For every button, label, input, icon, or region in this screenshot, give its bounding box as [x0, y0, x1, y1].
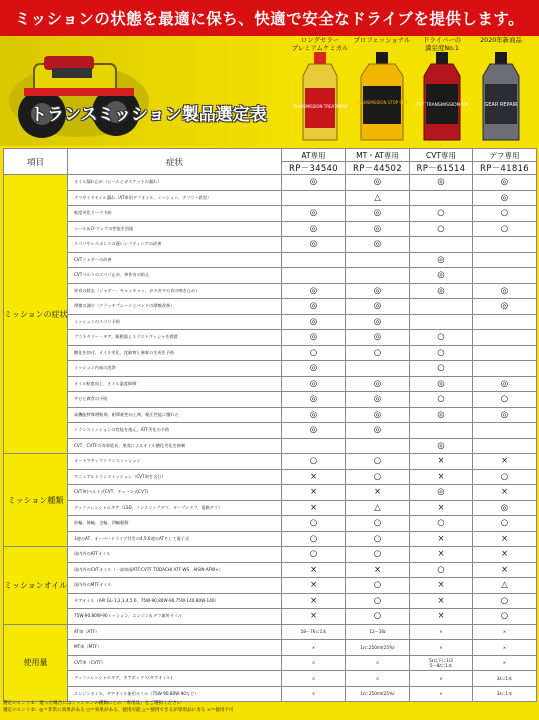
rating-cell: ◎ — [473, 376, 537, 392]
symptom-cell: 前輪、後輪、全輪、四輪駆動 — [68, 516, 282, 532]
selection-notes — [3, 701, 536, 715]
symptom-cell: 国内外のCVTオイル（一部車両ATF:CVTF TODACHI ATF WS、AISIN AFW+） — [68, 562, 282, 578]
rating-cell: ○ — [282, 345, 346, 361]
rating-cell: × — [410, 609, 473, 625]
rating-cell: ○ — [346, 345, 410, 361]
rating-cell: ◎ — [346, 283, 410, 299]
symptom-cell: CVTジャダーの改善 — [68, 252, 282, 268]
rating-cell: △ — [346, 190, 410, 206]
rating-cell: ○ — [410, 206, 473, 222]
symptom-cell: 粘度劣化リーク予防 — [68, 206, 282, 222]
symptom-cell: CVTベルトのスベリ止め、挙作音の防止 — [68, 268, 282, 284]
rating-cell: △ — [346, 500, 410, 516]
headline-banner — [0, 0, 539, 36]
rating-cell: × — [282, 655, 346, 671]
rating-cell — [410, 299, 473, 315]
symptom-cell: シール＆O-リングの性能を回復 — [68, 221, 282, 237]
rating-cell: ○ — [346, 531, 410, 547]
rating-cell: ○ — [410, 392, 473, 408]
symptom-cell: オイル漏れ止め（シールとガスケットの漏れ） — [68, 175, 282, 191]
rating-cell: × — [282, 671, 346, 687]
table-row — [4, 686, 537, 702]
rating-cell: ◎ — [282, 221, 346, 237]
rating-cell: ○ — [346, 593, 410, 609]
rating-cell — [473, 252, 537, 268]
rating-cell: ○ — [410, 562, 473, 578]
table-row — [4, 299, 537, 315]
rating-cell: 1ℓに250ml(25%) — [346, 640, 410, 656]
table-row — [4, 438, 537, 454]
table-row — [4, 578, 537, 594]
rating-cell — [473, 237, 537, 253]
table-row — [4, 609, 537, 625]
rating-cell: ◎ — [282, 283, 346, 299]
symptom-cell: CVT車（CVTF） — [68, 655, 282, 671]
rating-cell — [410, 314, 473, 330]
symptom-cell: 75W-90,80W-90ミッション、エンジン＆デフ兼用オイル — [68, 609, 282, 625]
rating-cell: × — [473, 640, 537, 656]
symptom-cell: 高機能特殊増粘剤、耐摩耗性向上剤、極圧性能に優れた — [68, 407, 282, 423]
symptom-cell: ギアオイル（API GL-1,2,3,4,5,6、75W-90,80W-90,75W-140,80W-140） — [68, 593, 282, 609]
symptom-cell: MT車（MTF） — [68, 640, 282, 656]
header-column-name: CVT専用 — [410, 149, 473, 162]
rating-cell: × — [282, 500, 346, 516]
rating-cell: × — [282, 686, 346, 702]
table-row — [4, 283, 537, 299]
rating-cell: × — [410, 593, 473, 609]
symptom-cell: サビと腐食の予防 — [68, 392, 282, 408]
product-caption: ロングセラー プレミアムケミカル — [291, 36, 349, 52]
header-column-name: MT・AT専用 — [346, 149, 410, 162]
rating-cell: △ — [473, 578, 537, 594]
rating-cell: ◎ — [282, 175, 346, 191]
rating-cell: ◎ — [346, 175, 410, 191]
rating-cell: ○ — [473, 469, 537, 485]
symptom-cell: 摩擦の減少（クラッチプレートとバンドの摩擦改善） — [68, 299, 282, 315]
table-row — [4, 252, 537, 268]
table-row — [4, 469, 537, 485]
rating-cell: 12～16ℓ — [346, 624, 410, 640]
rating-cell: ○ — [282, 516, 346, 532]
rating-cell — [410, 237, 473, 253]
rating-cell: ○ — [473, 609, 537, 625]
rating-cell: × — [346, 562, 410, 578]
rating-cell: ◎ — [346, 423, 410, 439]
table-row — [4, 175, 537, 191]
symptom-cell: デフサイドオイル漏れ（AT車用デフオイル、ミッション、デフリー鉄型） — [68, 190, 282, 206]
category-cell: ミッションの症状 — [4, 175, 68, 454]
table-row — [4, 640, 537, 656]
table-row — [4, 392, 537, 408]
symptom-cell: ミッション内部の洗浄 — [68, 361, 282, 377]
header-product-code: RP－34540 — [282, 162, 346, 175]
rating-cell: × — [410, 500, 473, 516]
symptom-cell: オイル粘度向上、オイル温度抑制 — [68, 376, 282, 392]
rating-cell: ◎ — [410, 175, 473, 191]
symptom-cell: 国内外のATFオイル — [68, 547, 282, 563]
table-section — [4, 624, 537, 702]
rating-cell: ◎ — [410, 283, 473, 299]
rating-cell — [410, 190, 473, 206]
rating-cell: ○ — [282, 547, 346, 563]
symptom-cell: オートマチックトランスミッション — [68, 454, 282, 470]
rating-cell — [473, 361, 537, 377]
rating-cell: × — [346, 671, 410, 687]
rating-cell: × — [282, 578, 346, 594]
rating-cell: ◎ — [282, 407, 346, 423]
rating-cell: ○ — [346, 609, 410, 625]
table-row — [4, 423, 537, 439]
table-section — [4, 454, 537, 547]
rating-cell: ◎ — [473, 283, 537, 299]
rating-cell: ◎ — [346, 314, 410, 330]
bottle-icon — [415, 52, 469, 144]
symptom-cell: ディファレンシャルギア、ギアボックス(ギアオイル) — [68, 671, 282, 687]
rating-cell: ○ — [410, 345, 473, 361]
note-line: 選定のヒント①：迷った場合にはミッションの種類にとの「専用品」をご選択ください — [3, 701, 182, 706]
bottle-icon — [292, 52, 348, 144]
rating-cell: ◎ — [346, 392, 410, 408]
note-line: 選定のヒント②：◎＝非常に効果がある ○＝効果がある、使用可能 △＝使用できるが専用品に劣る ×＝使用不可 — [3, 707, 234, 713]
product-image-rp34540 — [287, 36, 353, 146]
rating-cell: 58～76に1本 — [282, 624, 346, 640]
table-row — [4, 624, 537, 640]
symptom-cell: マニュアルトランスミッション（CVT車を含む） — [68, 469, 282, 485]
rating-cell: × — [410, 671, 473, 687]
rating-cell: ◎ — [410, 268, 473, 284]
bottle-label: TRANSMISSION TREATMENT — [292, 104, 348, 109]
rating-cell: ◎ — [473, 190, 537, 206]
table-row — [4, 345, 537, 361]
rating-cell: ◎ — [346, 221, 410, 237]
table-row — [4, 190, 537, 206]
rating-cell: ○ — [473, 221, 537, 237]
rating-cell: × — [410, 578, 473, 594]
rating-cell — [473, 423, 537, 439]
bottle-label: GEAR REPAIR — [484, 102, 518, 108]
header-product-code: RP－44502 — [346, 162, 410, 175]
rating-cell: × — [282, 640, 346, 656]
rating-cell: × — [346, 655, 410, 671]
rating-cell: × — [410, 547, 473, 563]
header-product-code: RP－41816 — [473, 162, 537, 175]
table-row — [4, 500, 537, 516]
table-row — [4, 516, 537, 532]
rating-cell — [282, 268, 346, 284]
rating-cell: ○ — [410, 330, 473, 346]
table-row — [4, 221, 537, 237]
rating-cell — [473, 314, 537, 330]
category-cell: 使用量 — [4, 624, 68, 702]
rating-cell: × — [346, 485, 410, 501]
product-selection-table — [3, 148, 537, 702]
table-header-row — [4, 149, 537, 162]
symptom-cell: ディファレンシャルギア（LSD、ノンスリップデフ、オープンデフ、電動デフ） — [68, 500, 282, 516]
monster-truck-image — [4, 46, 154, 144]
rating-cell: × — [473, 547, 537, 563]
rating-cell: ◎ — [282, 237, 346, 253]
rating-cell — [346, 268, 410, 284]
rating-cell: × — [410, 624, 473, 640]
symptom-cell: 3速のAT、オーバードライブ付きの4,5,6速のATそして電子式 — [68, 531, 282, 547]
symptom-cell: CVT車(ベルト式CVT、チェーン式CVT) — [68, 485, 282, 501]
rating-cell: ○ — [473, 392, 537, 408]
header-symptom: 症状 — [68, 149, 282, 175]
rating-cell: ◎ — [473, 407, 537, 423]
symptom-cell: 酸化を妨げ、オイル劣化、沈殿物と沸着の生成を予防 — [68, 345, 282, 361]
rating-cell — [473, 330, 537, 346]
rating-cell: 1ℓに250ml(25%) — [346, 686, 410, 702]
rating-cell: ◎ — [410, 438, 473, 454]
rating-cell: × — [473, 531, 537, 547]
rating-cell: × — [473, 655, 537, 671]
rating-cell: × — [410, 640, 473, 656]
rating-cell: ◎ — [346, 407, 410, 423]
rating-cell: ○ — [473, 206, 537, 222]
table-row — [4, 330, 537, 346]
rating-cell: ○ — [346, 578, 410, 594]
rating-cell: ○ — [346, 454, 410, 470]
bottle-label: CVT TRANSMISSION FIX — [415, 103, 469, 108]
table-row — [4, 237, 537, 253]
rating-cell — [346, 252, 410, 268]
category-cell: ミッションオイル — [4, 547, 68, 625]
product-caption: ドライバーの 満足度No.1 — [422, 36, 462, 52]
rating-cell: × — [282, 593, 346, 609]
rating-cell: × — [282, 469, 346, 485]
rating-cell: ◎ — [346, 206, 410, 222]
header-column-name: デフ専用 — [473, 149, 537, 162]
rating-cell — [473, 268, 537, 284]
headline-text: ミッションの状態を最適に保ち、快適で安全なドライブを提供します。 — [14, 10, 525, 28]
product-caption: 2020年新商品 — [480, 36, 522, 44]
rating-cell: ◎ — [282, 206, 346, 222]
table-row — [4, 407, 537, 423]
symptom-cell: トランスミッションの性能を復元、ATF劣化の予防 — [68, 423, 282, 439]
table-row — [4, 485, 537, 501]
symptom-cell: 異音の除去（ジャダー、キャッキャッ、ガタガタの音の鳴き止め） — [68, 283, 282, 299]
table-row — [4, 593, 537, 609]
rating-cell: ◎ — [282, 376, 346, 392]
table-row — [4, 655, 537, 671]
bottle-icon — [355, 52, 409, 144]
rating-cell: 5ℓ以下に1/3 5～8ℓに1本 — [410, 655, 473, 671]
header-product-code: RP－61514 — [410, 162, 473, 175]
table-section — [4, 547, 537, 625]
rating-cell: ◎ — [473, 175, 537, 191]
rating-cell: ◎ — [282, 423, 346, 439]
rating-cell: × — [282, 485, 346, 501]
hero-area — [0, 36, 539, 146]
rating-cell: ○ — [346, 547, 410, 563]
rating-cell: ◎ — [346, 330, 410, 346]
rating-cell: ◎ — [282, 330, 346, 346]
rating-cell: × — [282, 609, 346, 625]
bottle-label: TRANSMISSION STOP SLIP — [356, 100, 408, 105]
table-row — [4, 671, 537, 687]
rating-cell: ◎ — [473, 299, 537, 315]
rating-cell: ○ — [410, 221, 473, 237]
category-cell: ミッション種類 — [4, 454, 68, 547]
rating-cell: × — [282, 562, 346, 578]
product-caption: プロフェッショナル — [353, 36, 411, 44]
symptom-cell: スベリやレスポンスの遅いシフティングの改善 — [68, 237, 282, 253]
table-row — [4, 562, 537, 578]
rating-cell — [473, 438, 537, 454]
table-row — [4, 361, 537, 377]
rating-cell: ○ — [346, 469, 410, 485]
rating-cell: ◎ — [410, 376, 473, 392]
hero-title: トランスミッション製品選定表 — [30, 105, 267, 125]
table-row — [4, 314, 537, 330]
table-row — [4, 206, 537, 222]
rating-cell — [346, 438, 410, 454]
rating-cell: × — [473, 624, 537, 640]
table-row — [4, 547, 537, 563]
rating-cell: × — [410, 469, 473, 485]
symptom-cell: AT車（ATF） — [68, 624, 282, 640]
table-row — [4, 531, 537, 547]
header-category: 項目 — [4, 149, 68, 175]
table-row — [4, 454, 537, 470]
rating-cell: ◎ — [410, 407, 473, 423]
symptom-cell: CVT、CVTFの寿命延長、黒変によるオイル酸化劣化を抑制 — [68, 438, 282, 454]
rating-cell: ○ — [473, 593, 537, 609]
rating-cell — [346, 361, 410, 377]
table-row — [4, 376, 537, 392]
rating-cell: ◎ — [282, 392, 346, 408]
rating-cell: × — [473, 562, 537, 578]
rating-cell — [410, 423, 473, 439]
rating-cell: ○ — [410, 516, 473, 532]
rating-cell: ◎ — [282, 361, 346, 377]
rating-cell: ◎ — [410, 485, 473, 501]
rating-cell: ○ — [410, 361, 473, 377]
rating-cell: ◎ — [410, 252, 473, 268]
product-image-rp44502 — [349, 36, 415, 146]
symptom-cell: ミッションのスベリ予防 — [68, 314, 282, 330]
rating-cell: ◎ — [282, 314, 346, 330]
table-row — [4, 268, 537, 284]
rating-cell: × — [473, 485, 537, 501]
table-section — [4, 175, 537, 454]
product-image-rp41816 — [468, 36, 534, 146]
rating-cell: ◎ — [346, 376, 410, 392]
rating-cell: ◎ — [282, 299, 346, 315]
bottle-icon — [478, 52, 524, 144]
rating-cell: 3ℓに1本 — [473, 671, 537, 687]
rating-cell: × — [410, 454, 473, 470]
rating-cell: ◎ — [473, 500, 537, 516]
rating-cell: ○ — [282, 454, 346, 470]
rating-cell: ◎ — [346, 237, 410, 253]
rating-cell — [282, 190, 346, 206]
rating-cell: ○ — [473, 516, 537, 532]
symptom-cell: プラネタリー・ギア、駆動器とスラストワッシャを潤滑 — [68, 330, 282, 346]
rating-cell: ○ — [282, 531, 346, 547]
rating-cell: ◎ — [346, 299, 410, 315]
rating-cell — [282, 438, 346, 454]
rating-cell: ○ — [346, 516, 410, 532]
rating-cell: × — [410, 686, 473, 702]
product-image-rp61514 — [409, 36, 475, 146]
rating-cell — [282, 252, 346, 268]
rating-cell: × — [410, 531, 473, 547]
symptom-cell: エンジンオイル、ギアオイル兼用オイル（75W-90,80W-90など） — [68, 686, 282, 702]
rating-cell: × — [473, 454, 537, 470]
rating-cell — [473, 345, 537, 361]
header-column-name: AT専用 — [282, 149, 346, 162]
symptom-cell: 国内外のMTFオイル — [68, 578, 282, 594]
rating-cell: 3ℓに1本 — [473, 686, 537, 702]
